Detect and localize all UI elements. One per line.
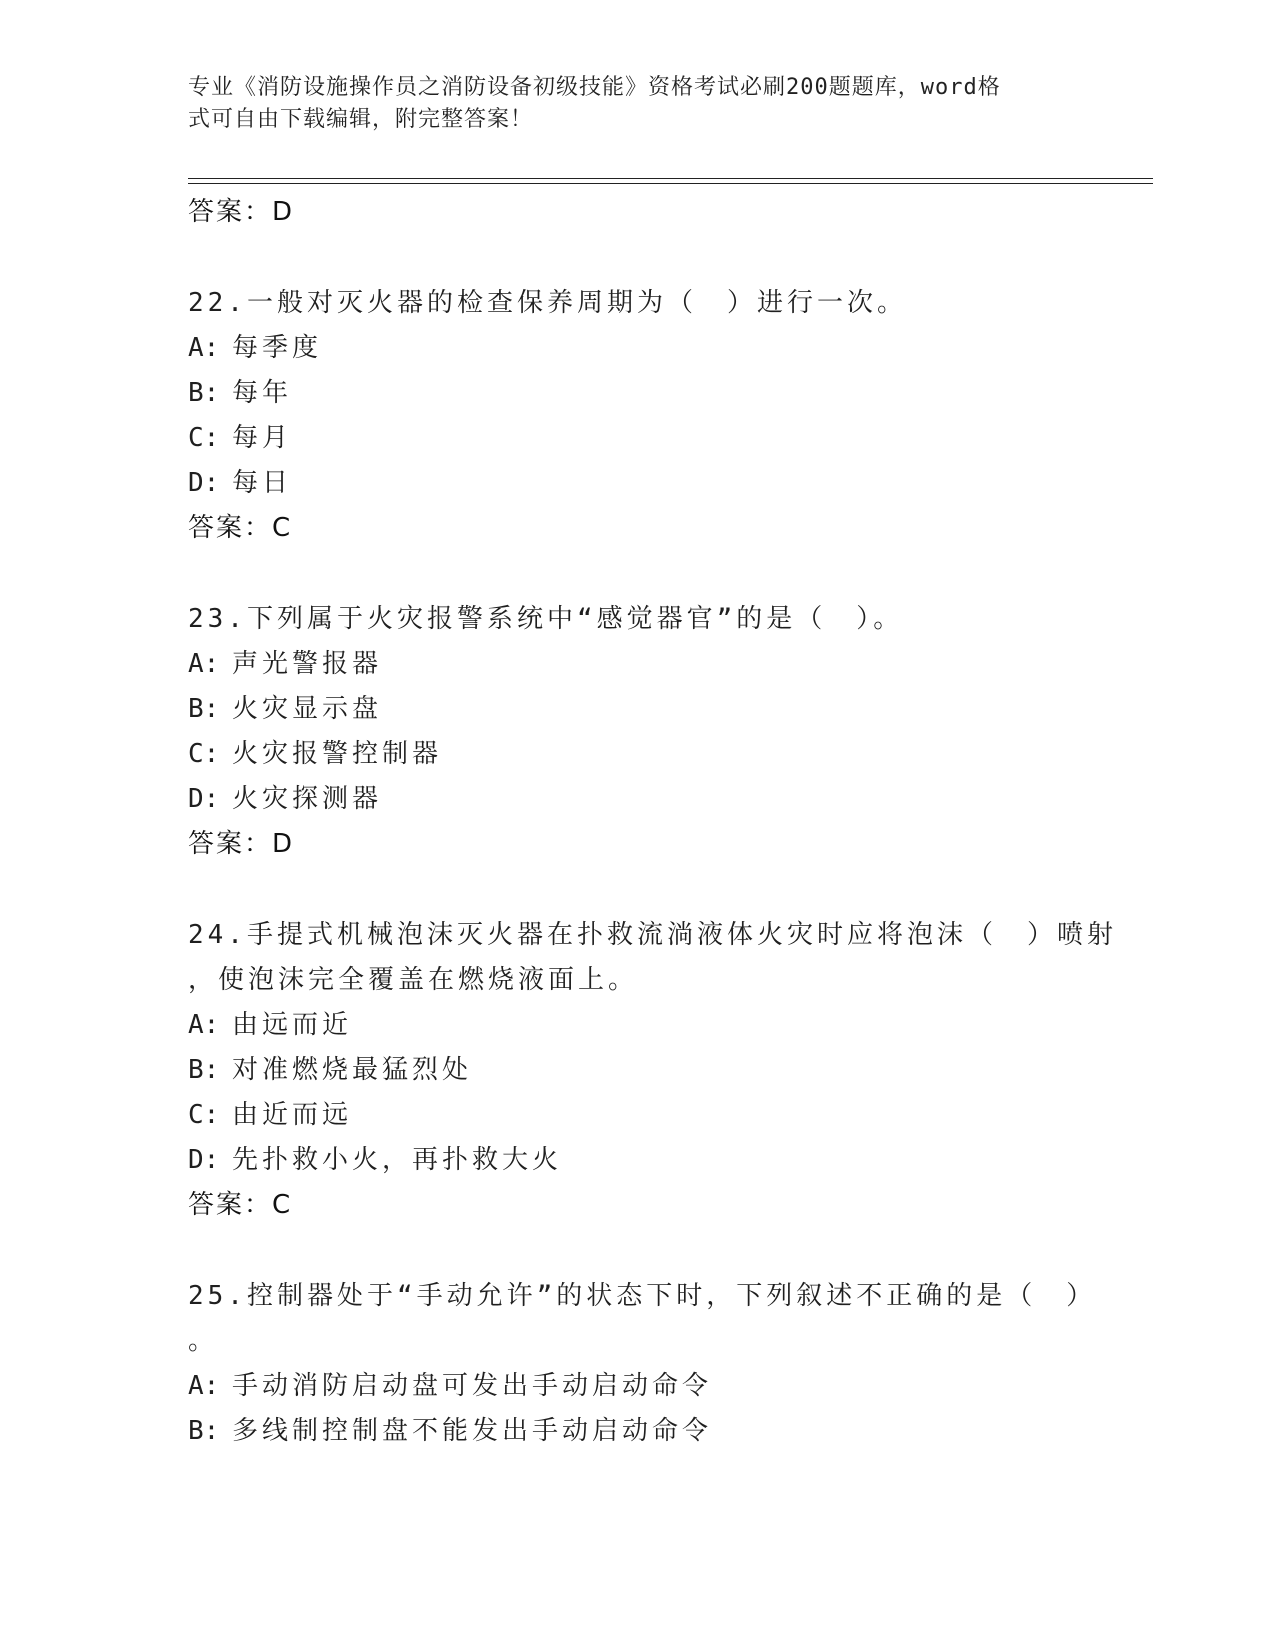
option-key: B: xyxy=(188,378,220,408)
answer: 答案：C xyxy=(188,513,293,543)
header-line-1: 专业《消防设施操作员之消防设备初级技能》资格考试必刷200题题库，word格 xyxy=(188,75,1001,100)
option-text: 手动消防启动盘可发出手动启动命令 xyxy=(232,1371,713,1401)
option-a xyxy=(188,642,1148,687)
question-stem: 25.控制器处于“手动允许”的状态下时，下列叙述不正确的是（ ） xyxy=(188,1281,1097,1311)
option-key: B: xyxy=(188,694,220,724)
answer: 答案：C xyxy=(188,1190,293,1220)
option-b xyxy=(188,1048,1148,1093)
option-text: 每年 xyxy=(232,378,293,408)
option-text: 火灾探测器 xyxy=(232,784,383,814)
option-text: 火灾报警控制器 xyxy=(232,739,443,769)
question-stem: 24.手提式机械泡沫灭火器在扑救流淌液体火灾时应将泡沫（ ）喷射 xyxy=(188,920,1117,950)
header-line-2: 式可自由下载编辑，附完整答案！ xyxy=(188,107,534,132)
option-text: 火灾显示盘 xyxy=(232,694,383,724)
previous-answer: 答案：D xyxy=(188,197,295,227)
question-24 xyxy=(188,913,1148,1228)
question-list xyxy=(188,190,1148,1454)
spacer xyxy=(188,235,1148,281)
option-d xyxy=(188,461,1148,506)
option-key: A: xyxy=(188,333,220,363)
option-key: A: xyxy=(188,649,220,679)
option-text: 声光警报器 xyxy=(232,649,383,679)
option-d xyxy=(188,777,1148,822)
question-stem: 23.下列属于火灾报警系统中“感觉器官”的是（ ）。 xyxy=(188,604,904,634)
question-stem-continued: 。 xyxy=(188,1326,219,1356)
option-b xyxy=(188,1409,1148,1454)
option-key: B: xyxy=(188,1416,220,1446)
option-d xyxy=(188,1138,1148,1183)
option-text: 每日 xyxy=(232,468,293,498)
spacer xyxy=(188,1228,1148,1274)
option-c xyxy=(188,1093,1148,1138)
option-key: C: xyxy=(188,1100,220,1130)
option-c xyxy=(188,732,1148,777)
question-25 xyxy=(188,1274,1148,1454)
spacer xyxy=(188,551,1148,597)
option-text: 由近而远 xyxy=(232,1100,353,1130)
option-a xyxy=(188,326,1148,371)
option-a xyxy=(188,1364,1148,1409)
option-text: 多线制控制盘不能发出手动启动命令 xyxy=(232,1416,713,1446)
spacer xyxy=(188,867,1148,913)
question-stem-continued: ，使泡沫完全覆盖在燃烧液面上。 xyxy=(188,965,639,995)
option-key: D: xyxy=(188,468,220,498)
header-divider-bottom xyxy=(188,183,1153,184)
option-key: C: xyxy=(188,423,220,453)
question-stem: 22.一般对灭火器的检查保养周期为（ ）进行一次。 xyxy=(188,288,907,318)
option-text: 每季度 xyxy=(232,333,323,363)
option-b xyxy=(188,687,1148,732)
option-text: 由远而近 xyxy=(232,1010,353,1040)
option-a xyxy=(188,1003,1148,1048)
option-c xyxy=(188,416,1148,461)
answer: 答案：D xyxy=(188,829,295,859)
option-text: 先扑救小火，再扑救大火 xyxy=(232,1145,563,1175)
option-text: 对准燃烧最猛烈处 xyxy=(232,1055,473,1085)
option-text: 每月 xyxy=(232,423,293,453)
question-23 xyxy=(188,597,1148,867)
question-22 xyxy=(188,281,1148,551)
header-divider-top xyxy=(188,178,1153,179)
option-key: A: xyxy=(188,1010,220,1040)
option-key: A: xyxy=(188,1371,220,1401)
option-key: D: xyxy=(188,784,220,814)
option-key: C: xyxy=(188,739,220,769)
option-b xyxy=(188,371,1148,416)
option-key: D: xyxy=(188,1145,220,1175)
option-key: B: xyxy=(188,1055,220,1085)
document-header xyxy=(188,72,1068,136)
